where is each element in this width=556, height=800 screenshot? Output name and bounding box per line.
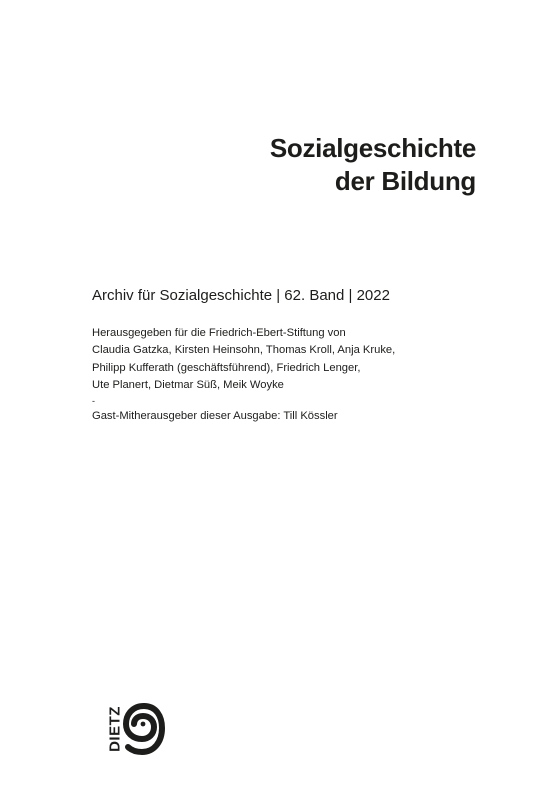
publisher-logo-text: DIETZ	[106, 706, 124, 752]
series-line: Archiv für Sozialgeschichte | 62. Band | 2022	[92, 287, 390, 304]
editors-block	[92, 325, 395, 425]
guest-editor: Gast-Mitherausgeber dieser Ausgabe: Till Kössler	[92, 409, 338, 422]
book-title-line-2: der Bildung	[334, 166, 476, 196]
editors-names-2: Philipp Kufferath (geschäftsführend), Friedrich Lenger,	[92, 361, 361, 374]
book-title	[270, 132, 476, 198]
dietz-snake-logo-icon	[122, 702, 166, 756]
book-title-line-1: Sozialgeschichte	[269, 133, 476, 163]
editors-names-3: Ute Planert, Dietmar Süß, Meik Woyke	[92, 379, 284, 392]
editors-names-1: Claudia Gatzka, Kirsten Heinsohn, Thomas Kroll, Anja Kruke,	[92, 344, 396, 357]
publisher-logo	[104, 700, 168, 758]
editors-intro: Herausgegeben für die Friedrich-Ebert-Stiftung von	[92, 327, 346, 339]
editors-separator: -	[92, 395, 95, 406]
